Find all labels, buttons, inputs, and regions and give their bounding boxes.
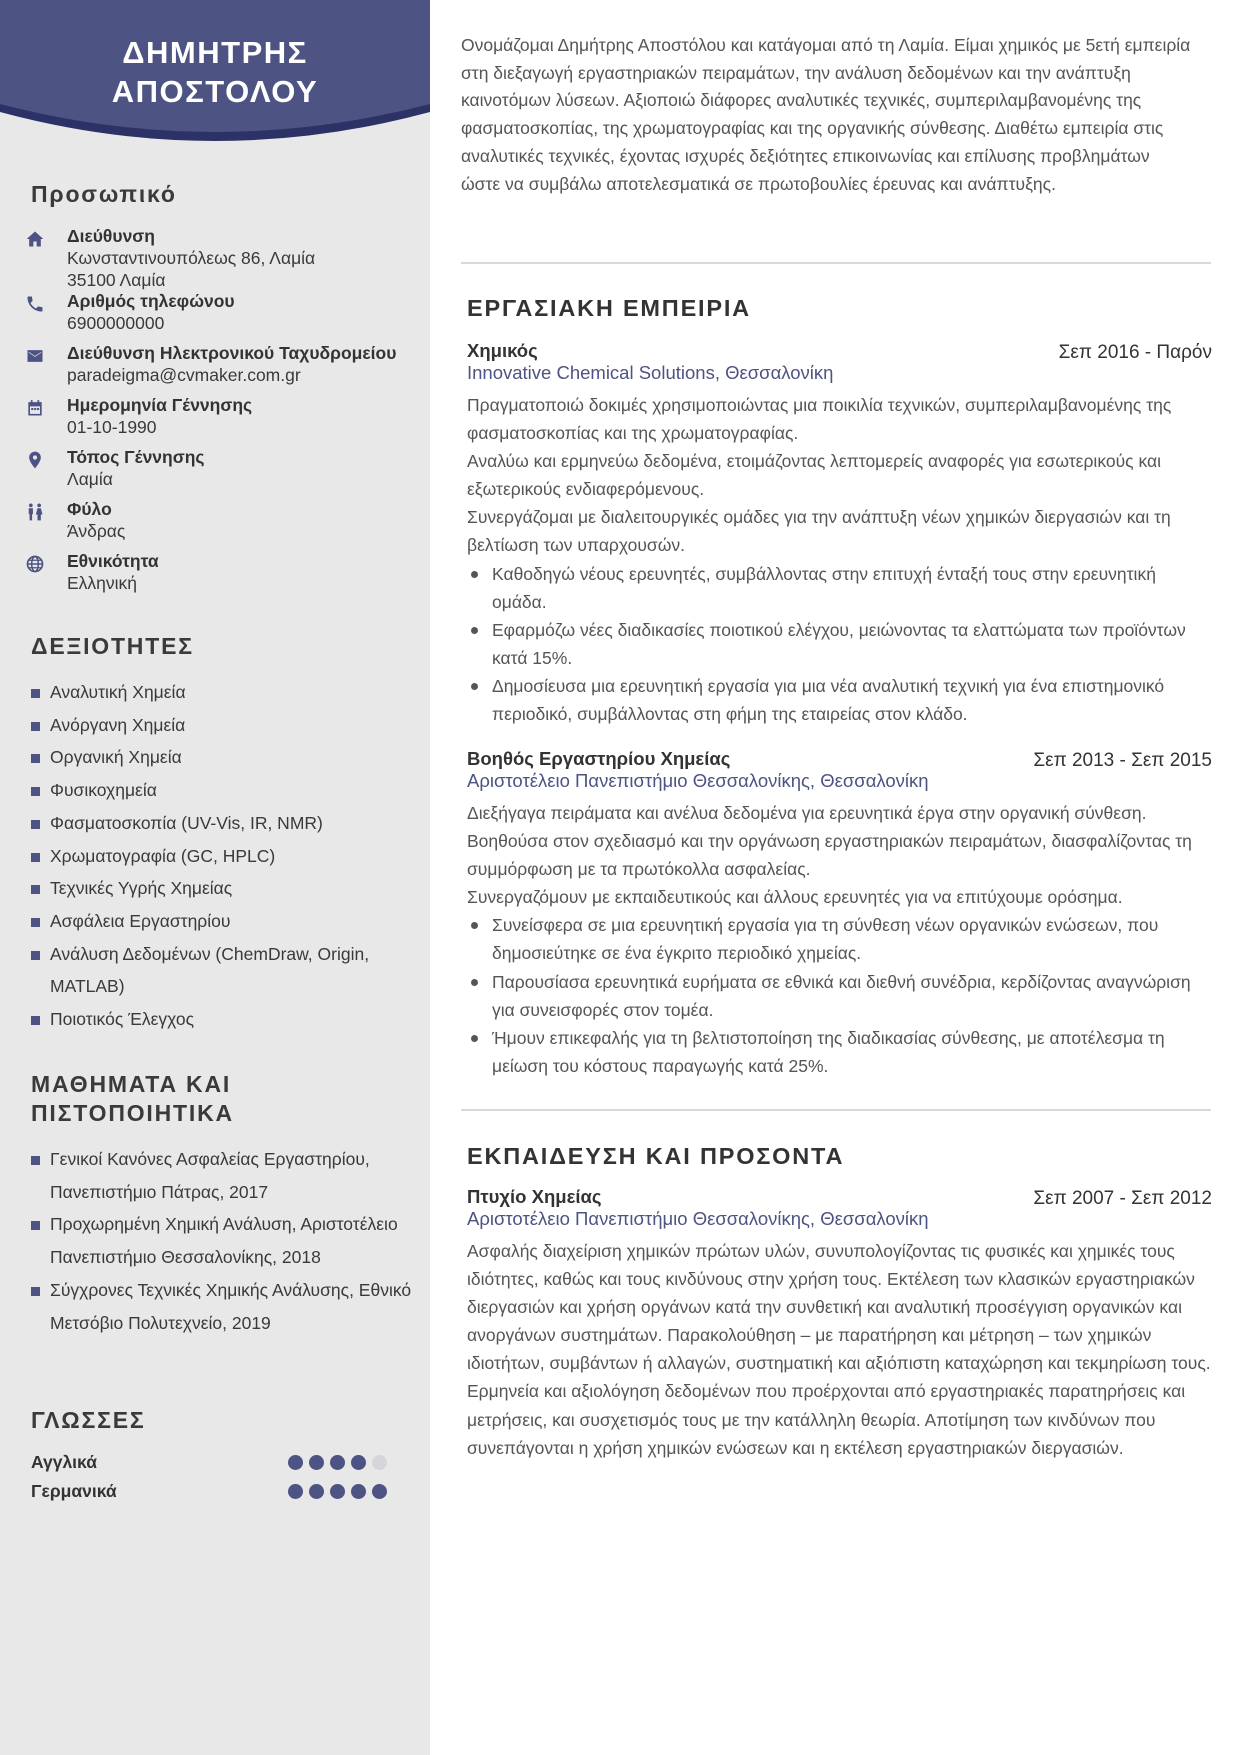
level-dot-filled — [372, 1484, 387, 1499]
job-achievements — [467, 911, 1212, 1080]
section-divider — [461, 1109, 1211, 1111]
gender-value: Άνδρας — [67, 521, 126, 541]
birthdate-item — [25, 394, 425, 446]
skills-list — [31, 676, 421, 1036]
education-institution: Αριστοτέλειο Πανεπιστήμιο Θεσσαλονίκης, Θεσσαλονίκη — [467, 1208, 929, 1229]
achievement-item: Δημοσίευσα μια ερευνητική εργασία για μια νέα αναλυτική τεχνική για ένα επιστημονικό περιοδικό, συμβάλλοντας στη φήμη της εταιρείας στον κλάδο. — [467, 672, 1212, 728]
skill-item: Οργανική Χημεία — [31, 741, 421, 774]
level-dot-filled — [351, 1455, 366, 1470]
email-label: Διεύθυνση Ηλεκτρονικού Ταχυδρομείου — [67, 343, 397, 363]
achievement-item: Ήμουν επικεφαλής για τη βελτιστοποίηση της διαδικασίας σύνθεσης, με αποτέλεσμα τη μείωση του κόστους παραγωγής κατά 25%. — [467, 1024, 1212, 1080]
skill-item: Αναλυτική Χημεία — [31, 676, 421, 709]
birthdate-label: Ημερομηνία Γέννησης — [67, 395, 253, 415]
main-content — [430, 0, 1240, 1755]
achievement-item: Συνείσφερα σε μια ερευνητική εργασία για τη σύνθεση νέων οργανικών ενώσεων, που δημοσιεύτηκε σε ένα έγκριτο περιοδικό χημείας. — [467, 911, 1212, 967]
birthplace-label: Τόπος Γέννησης — [67, 447, 205, 467]
birthplace-item — [25, 446, 425, 498]
language-name: Γερμανικά — [31, 1481, 117, 1501]
language-row-english — [31, 1448, 391, 1477]
level-dot-filled — [330, 1484, 345, 1499]
last-name: ΑΠΟΣΤΟΛΟΥ — [111, 74, 319, 109]
job-description: Πραγματοποιώ δοκιμές χρησιμοποιώντας μια ποικιλία τεχνικών, συμπεριλαμβανομένης της φασματοσκοπίας και της χρωματογραφίας. — [467, 395, 1172, 444]
achievement-item: Παρουσίασα ερευνητικά ευρήματα σε εθνικά και διεθνή συνέδρια, κερδίζοντας αναγνώριση για συνεισφορές στον τομέα. — [467, 968, 1212, 1024]
experience-title: ΕΡΓΑΣΙΑΚΗ ΕΜΠΕΙΡΙΑ — [467, 295, 751, 321]
calendar-icon — [25, 394, 67, 418]
skill-item: Ανόργανη Χημεία — [31, 709, 421, 742]
full-name — [0, 33, 430, 111]
skill-item: Φυσικοχημεία — [31, 774, 421, 807]
skill-item: Ανάλυση Δεδομένων (ChemDraw, Origin, MATLAB) — [31, 938, 421, 1003]
level-dot-empty — [372, 1455, 387, 1470]
language-row-german — [31, 1477, 391, 1506]
courses-title-line1: ΜΑΘΗΜΑΤΑ ΚΑΙ — [31, 1071, 232, 1097]
personal-title: Προσωπικό — [31, 181, 177, 207]
section-divider — [461, 262, 1211, 264]
education-title: ΕΚΠΑΙΔΕΥΣΗ ΚΑΙ ΠΡΟΣΟΝΤΑ — [467, 1143, 845, 1169]
level-dot-filled — [330, 1455, 345, 1470]
email-item — [25, 342, 425, 394]
gender-label: Φύλο — [67, 499, 112, 519]
job-dates: Σεπ 2013 - Σεπ 2015 — [1033, 750, 1212, 771]
profile-summary: Ονομάζομαι Δημήτρης Αποστόλου και κατάγομαι από τη Λαμία. Είμαι χημικός με 5ετή εμπειρία στη διεξαγωγή εργαστηριακών πειραμάτων, την ανάλυση δεδομένων και την ανάπτυξη καινοτόμων λύσεων. Αξιοποιώ διάφορες αναλυτικές τεχνικές, συμπεριλαμβανομένης της φασματοσκοπίας, της χρωματογραφίας και της οργανικής σύνθεσης. Διαθέτω εμπειρία στις αναλυτικές τεχνικές, έχοντας ισχυρές δεξιότητες επικοινωνίας και επίλυσης προβλημάτων ώστε να συμβάλω αποτελεσματικά σε πρωτοβουλίες έρευνας και ανάπτυξης. — [461, 35, 1191, 194]
sidebar — [0, 0, 430, 1755]
skill-item: Χρωματογραφία (GC, HPLC) — [31, 840, 421, 873]
job-description: Βοηθούσα στον σχεδιασμό και την οργάνωση εργαστηριακών πειραμάτων, διασφαλίζοντας τη συμμόρφωση με τα πρωτόκολλα ασφαλείας. — [467, 831, 1192, 880]
languages-title: ΓΛΩΣΣΕΣ — [31, 1407, 146, 1433]
course-item: Γενικοί Κανόνες Ασφαλείας Εργαστηρίου, Πανεπιστήμιο Πάτρας, 2017 — [31, 1143, 421, 1208]
level-dot-filled — [309, 1455, 324, 1470]
skills-title: ΔΕΞΙΟΤΗΤΕΣ — [31, 633, 194, 659]
job-role: Χημικός — [467, 340, 538, 361]
level-dot-filled — [309, 1484, 324, 1499]
skill-item: Ασφάλεια Εργαστηρίου — [31, 905, 421, 938]
job-description: Συνεργάζομαι με διαλειτουργικές ομάδες για την ανάπτυξη νέων χημικών διεργασιών και τη βελτίωση των υπαρχουσών. — [467, 507, 1171, 556]
achievement-item: Εφαρμόζω νέες διαδικασίες ποιοτικού ελέγχου, μειώνοντας τα ελαττώματα των προϊόντων κατά 15%. — [467, 616, 1212, 672]
birthplace-value: Λαμία — [67, 469, 113, 489]
level-dot-filled — [288, 1484, 303, 1499]
achievement-item: Καθοδηγώ νέους ερευνητές, συμβάλλοντας στην επιτυχή ένταξή τους στην ερευνητική ομάδα. — [467, 560, 1212, 616]
job-achievements — [467, 560, 1212, 729]
address-label: Διεύθυνση — [67, 226, 155, 246]
email-icon — [25, 342, 67, 366]
skill-item: Τεχνικές Υγρής Χημείας — [31, 872, 421, 905]
people-icon — [25, 498, 67, 522]
education-entry — [467, 1186, 1212, 1462]
course-item: Σύγχρονες Τεχνικές Χημικής Ανάλυσης, Εθνικό Μετσόβιο Πολυτεχνείο, 2019 — [31, 1274, 421, 1339]
personal-info — [25, 225, 425, 602]
job-entry — [467, 340, 1212, 728]
language-name: Αγγλικά — [31, 1452, 97, 1472]
phone-label: Αριθμός τηλεφώνου — [67, 291, 235, 311]
skill-item: Φασματοσκοπία (UV-Vis, IR, NMR) — [31, 807, 421, 840]
education-description: Ασφαλής διαχείριση χημικών πρώτων υλών, συνυπολογίζοντας τις φυσικές και χημικές τους ιδιότητες, καθώς και τους κινδύνους στην χρήση τους. Εκτέλεση των κλασικών εργαστηριακών διεργασιών και χρήση οργάνων κατά την συνθετική και αναλυτική προσέγγιση οργανικών και ανοργάνων συστημάτων. Παρακολούθηση – με παρατήρηση και μέτρηση – των χημικών ιδιοτήτων, συμβάντων ή αλλαγών, συστηματική και αξιόπιστη καταχώρηση και τεκμηρίωση τους. Ερμηνεία και αξιολόγηση δεδομένων που προέρχονται από εργαστηριακές παρατηρήσεις και μετρήσεις, και συσχετισμός τους με την κατάλληλη θεωρία. Αποτίμηση των κινδύνων που συνεπάγονται η χρήση χημικών ενώσεων και η εκτέλεση εργαστηριακών διεργασιών. — [467, 1241, 1211, 1458]
job-description: Διεξήγαγα πειράματα και ανέλυα δεδομένα για ερευνητικά έργα στην οργανική σύνθεση. — [467, 803, 1147, 823]
language-level-dots — [288, 1484, 391, 1499]
gender-item — [25, 498, 425, 550]
languages-list — [31, 1448, 391, 1506]
job-organization: Innovative Chemical Solutions, Θεσσαλονίκη — [467, 362, 834, 383]
location-pin-icon — [25, 446, 67, 470]
job-description: Αναλύω και ερμηνεύω δεδομένα, ετοιμάζοντας λεπτομερείς αναφορές για εσωτερικούς και εξωτερικούς ενδιαφερόμενους. — [467, 451, 1161, 500]
phone-icon — [25, 290, 67, 314]
nationality-value: Ελληνική — [67, 573, 138, 593]
first-name: ΔΗΜΗΤΡΗΣ — [122, 35, 308, 70]
job-dates: Σεπ 2016 - Παρόν — [1058, 342, 1212, 363]
job-description: Συνεργαζόμουν με εκπαιδευτικούς και άλλους ερευνητές για να επιτύχουμε ορόσημα. — [467, 887, 1123, 908]
level-dot-filled — [288, 1455, 303, 1470]
courses-list — [31, 1143, 421, 1339]
courses-title — [31, 1070, 234, 1128]
email-value: paradeigma@cvmaker.com.gr — [67, 365, 301, 385]
nationality-item — [25, 550, 425, 602]
degree-title: Πτυχίο Χημείας — [467, 1186, 602, 1207]
nationality-label: Εθνικότητα — [67, 551, 159, 571]
home-icon — [25, 225, 67, 249]
phone-item — [25, 290, 425, 342]
course-item: Προχωρημένη Χημική Ανάλυση, Αριστοτέλειο Πανεπιστήμιο Θεσσαλονίκης, 2018 — [31, 1208, 421, 1273]
address-item — [25, 225, 425, 290]
job-role: Βοηθός Εργαστηρίου Χημείας — [467, 748, 731, 769]
level-dot-filled — [351, 1484, 366, 1499]
phone-value: 6900000000 — [67, 313, 165, 333]
education-dates: Σεπ 2007 - Σεπ 2012 — [1033, 1188, 1212, 1209]
courses-title-line2: ΠΙΣΤΟΠΟΙΗΤΙΚΑ — [31, 1100, 234, 1126]
job-entry — [467, 748, 1212, 1080]
globe-icon — [25, 550, 67, 574]
birthdate-value: 01-10-1990 — [67, 417, 157, 437]
address-value: Κωνσταντινουπόλεως 86, Λαμία — [67, 248, 316, 268]
skill-item: Ποιοτικός Έλεγχος — [31, 1003, 421, 1036]
name-header — [0, 0, 430, 150]
address-value-2: 35100 Λαμία — [67, 270, 166, 290]
job-organization: Αριστοτέλειο Πανεπιστήμιο Θεσσαλονίκης, Θεσσαλονίκη — [467, 770, 929, 791]
language-level-dots — [288, 1455, 391, 1470]
